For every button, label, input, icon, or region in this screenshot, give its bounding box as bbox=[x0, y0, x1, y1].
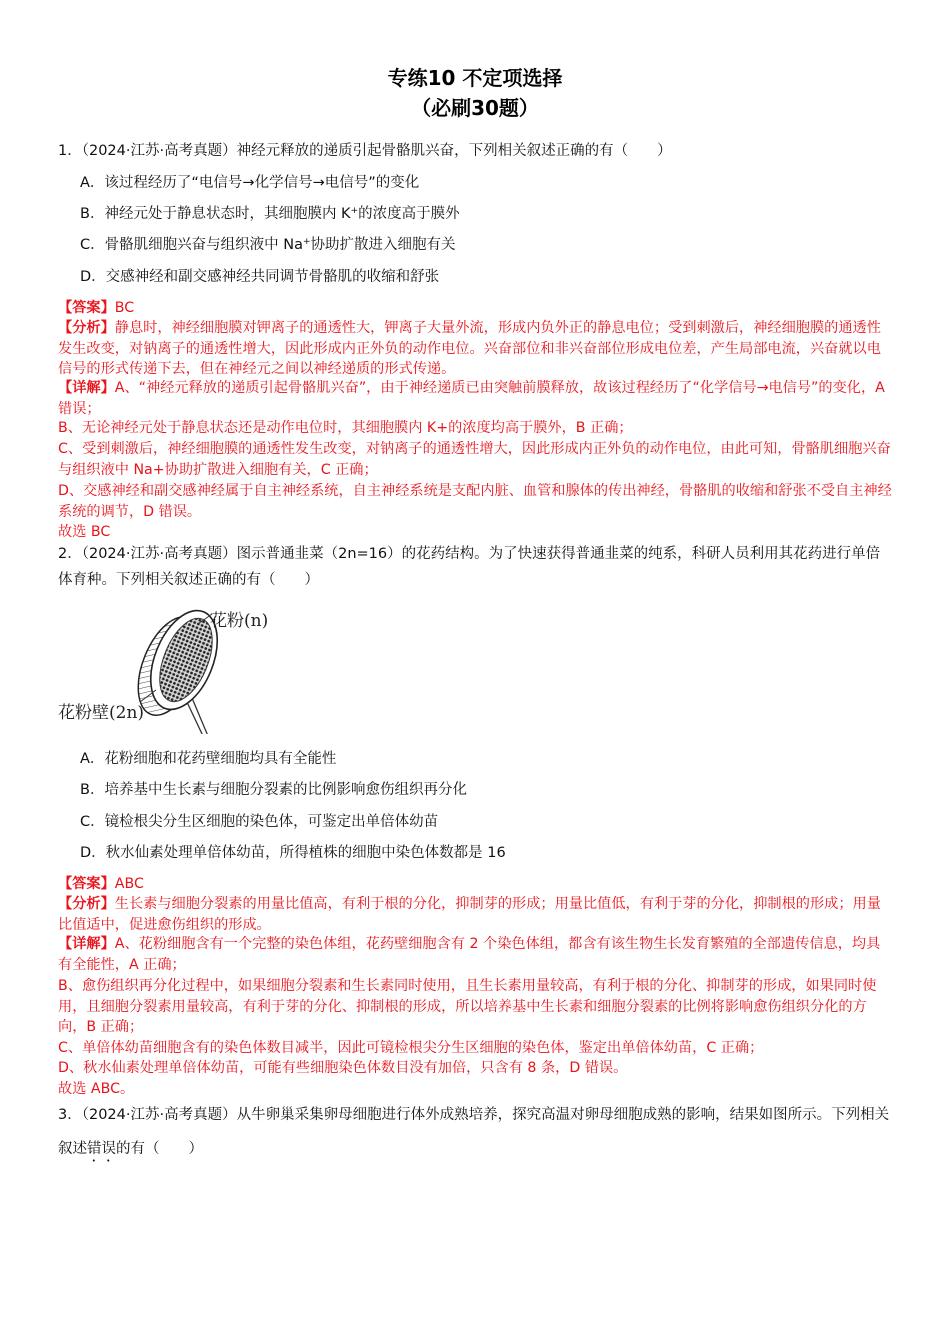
figure-label-anther-wall: 花粉壁(2n) bbox=[58, 703, 145, 723]
question-1-stem: 1．（2024·江苏·高考真题）神经元释放的递质引起骨骼肌兴奋，下列相关叙述正确的有（ ） bbox=[58, 143, 672, 159]
question-2-detail-d: D、秋水仙素处理单倍体幼苗，可能有些细胞染色体数目没有加倍，只含有 8 条，D 错误。 bbox=[58, 1060, 628, 1076]
question-1-conclusion: 故选 BC bbox=[58, 524, 111, 540]
question-2-option-d: D．秋水仙素处理单倍体幼苗，所得植株的细胞中染色体数都是 16 bbox=[80, 845, 506, 861]
question-1-detail-a: 【详解】A、“神经元释放的递质引起骨骼肌兴奋”，由于神经递质已由突触前膜释放，故该过程经历了“化学信号→电信号”的变化，A 错误； bbox=[58, 380, 885, 417]
question-3-stem: 3．（2024·江苏·高考真题）从牛卵巢采集卵母细胞进行体外成熟培养，探究高温对卵母细胞成熟的影响，结果如图所示。下列相关叙述错误的有（ ） bbox=[58, 1107, 890, 1157]
question-1-analysis: 【分析】静息时，神经细胞膜对钾离子的通透性大，钾离子大量外流，形成内负外正的静息电位；受到刺激后，神经细胞膜的通透性发生改变，对钠离子的通透性增大，因此形成内正外负的动作电位。兴奋部位和非兴奋部位形成电位差，产生局部电流，兴奋就以电信号的形式传递下去，但在神经元之间以神经递质的形式传递。 bbox=[58, 320, 881, 377]
page-title: 专练10 不定项选择 bbox=[387, 66, 563, 90]
page-subtitle: （必刷30题） bbox=[411, 96, 539, 120]
question-1-option-d: D．交感神经和副交感神经共同调节骨骼肌的收缩和舒张 bbox=[80, 269, 440, 285]
question-2-option-b: B．培养基中生长素与细胞分裂素的比例影响愈伤组织再分化 bbox=[80, 782, 467, 798]
question-2-detail-c: C、单倍体幼苗细胞含有的染色体数目减半，因此可镜检根尖分生区细胞的染色体，鉴定出单倍体幼苗，C 正确； bbox=[58, 1040, 764, 1056]
question-1-option-b: B．神经元处于静息状态时，其细胞膜内 K+的浓度高于膜外 bbox=[80, 206, 460, 222]
question-2-detail-a: 【详解】A、花粉细胞含有一个完整的染色体组，花药壁细胞含有 2 个染色体组，都含有该生物生长发育繁殖的全部遗传信息，均具有全能性，A 正确； bbox=[58, 936, 881, 973]
question-1-option-c: C．骨骼肌细胞兴奋与组织液中 Na+协助扩散进入细胞有关 bbox=[80, 237, 456, 253]
question-2-option-a: A．花粉细胞和花药壁细胞均具有全能性 bbox=[80, 751, 337, 767]
question-2-stem: 2．（2024·江苏·高考真题）图示普通韭菜（2n=16）的花药结构。为了快速获得普通韭菜的纯系，科研人员利用其花药进行单倍体育种。下列相关叙述正确的有（ ） bbox=[58, 546, 881, 588]
question-1-detail-c: C、受到刺激后，神经细胞膜的通透性发生改变，对钠离子的通透性增大，因此形成内正外负的动作电位，由此可知，骨骼肌细胞兴奋与组织液中 Na+协助扩散进入细胞有关，C 正确； bbox=[58, 441, 891, 478]
question-2-conclusion: 故选 ABC。 bbox=[58, 1081, 135, 1097]
question-1-answer: 【答案】BC bbox=[58, 300, 135, 316]
figure-label-pollen: 花粉(n) bbox=[210, 611, 269, 631]
question-2-detail-b: B、愈伤组织再分化过程中，如果细胞分裂素和生长素同时使用，且生长素用量较高，有利于根的分化、抑制芽的形成，如果同时使用，且细胞分裂素用量较高，有利于芽的分化、抑制根的形成，所以培养基中生长素和细胞分裂素的比例将影响愈伤组织分化的方向，B 正确； bbox=[58, 978, 877, 1035]
question-2-option-c: C．镜检根尖分生区细胞的染色体，可鉴定出单倍体幼苗 bbox=[80, 814, 439, 830]
question-1-option-a: A．该过程经历了“电信号→化学信号→电信号”的变化 bbox=[80, 175, 420, 191]
anther-structure-figure bbox=[58, 604, 288, 734]
question-2-answer: 【答案】ABC bbox=[58, 876, 144, 892]
question-1-detail-d: D、交感神经和副交感神经属于自主神经系统，自主神经系统是支配内脏、血管和腺体的传出神经，骨骼肌的收缩和舒张不受自主神经系统的调节，D 错误。 bbox=[58, 483, 892, 520]
question-2-analysis: 【分析】生长素与细胞分裂素的用量比值高，有利于根的分化，抑制芽的形成；用量比值低，有利于芽的分化，抑制根的形成；用量比值适中，促进愈伤组织的形成。 bbox=[58, 896, 881, 933]
question-1-detail-b: B、无论神经元处于静息状态还是动作电位时，其细胞膜内 K+的浓度均高于膜外，B 正确； bbox=[58, 420, 633, 436]
